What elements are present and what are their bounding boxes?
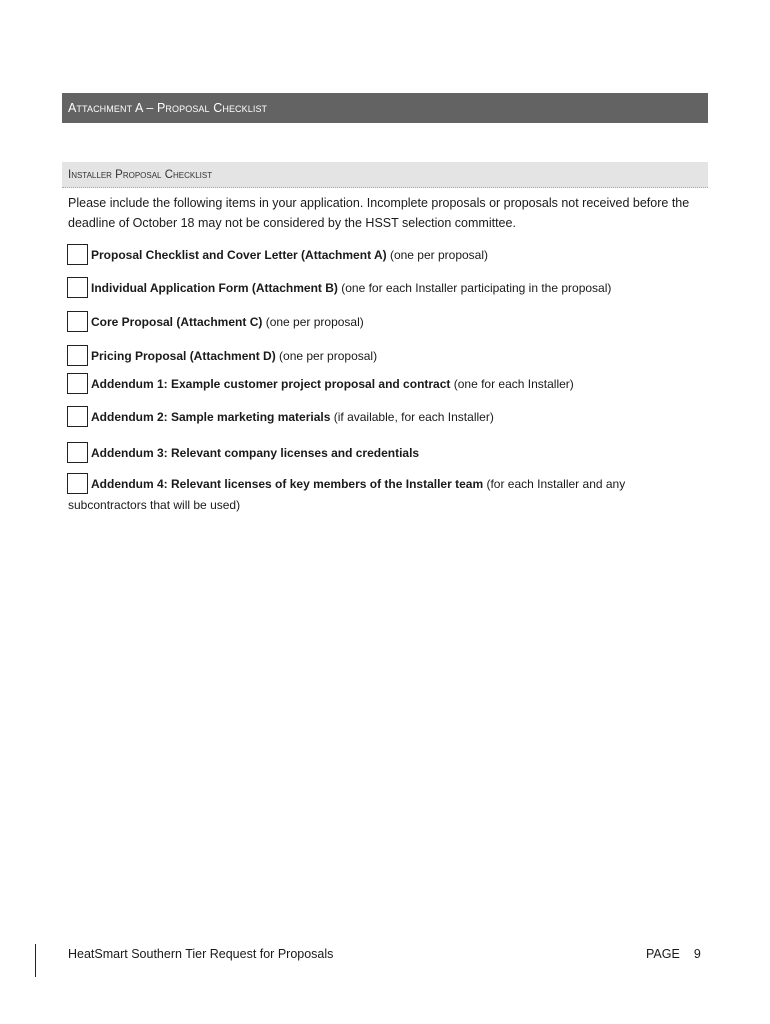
item-bold-text: Proposal Checklist and Cover Letter (Attachment A) — [91, 248, 387, 262]
item-note-text: (one per proposal) — [386, 248, 489, 262]
footer-page-indicator — [646, 946, 701, 962]
attachment-title: Attachment A – Proposal Checklist — [68, 101, 268, 115]
item-note-text: (one for each Installer) — [450, 377, 574, 391]
checkbox-core-proposal[interactable] — [67, 311, 88, 332]
checkbox-addendum-3[interactable] — [67, 442, 88, 463]
checklist-item-label — [91, 278, 611, 298]
checkbox-addendum-1[interactable] — [67, 373, 88, 394]
checkbox-addendum-4[interactable] — [67, 473, 88, 494]
item-bold-text: Pricing Proposal (Attachment D) — [91, 349, 276, 363]
footer-document-title: HeatSmart Southern Tier Request for Proposals — [68, 947, 334, 961]
item-note-text: (for each Installer and any — [483, 477, 626, 491]
checkbox-application-form[interactable] — [67, 277, 88, 298]
item-note-text: (one per proposal) — [262, 315, 364, 329]
item-note-text: (one for each Installer participating in the proposal) — [337, 281, 612, 295]
checkbox-pricing-proposal[interactable] — [67, 345, 88, 366]
checklist-item-label — [91, 407, 494, 427]
item-bold-text: Addendum 1: Example customer project proposal and contract — [91, 377, 451, 391]
attachment-header — [62, 93, 708, 123]
addendum-4-continuation: subcontractors that will be used) — [68, 498, 241, 512]
checklist-item-label — [91, 312, 364, 332]
checkbox-addendum-2[interactable] — [67, 406, 88, 427]
item-bold-text: Individual Application Form (Attachment B) — [91, 281, 338, 295]
item-bold-text: Addendum 3: Relevant company licenses and credentials — [91, 446, 420, 460]
page-number: 9 — [693, 947, 701, 961]
intro-paragraph: Please include the following items in your application. Incomplete proposals or proposals not received before the deadline of October 18 may not be considered by the HSST selection committee. — [68, 196, 690, 230]
item-bold-text: Addendum 4: Relevant licenses of key members of the Installer team — [91, 477, 484, 491]
section-title: Installer Proposal Checklist — [68, 169, 213, 181]
item-bold-text: Addendum 2: Sample marketing materials — [91, 410, 331, 424]
checklist-item-label — [91, 346, 377, 366]
checkbox-proposal-checklist[interactable] — [67, 244, 88, 265]
checklist-item-label — [91, 374, 574, 394]
checklist-item-label — [91, 245, 488, 265]
checklist-item-label — [91, 443, 419, 463]
item-note-text: (one per proposal) — [275, 349, 378, 363]
item-note-text: (if available, for each Installer) — [330, 410, 494, 424]
page-label: PAGE — [646, 947, 680, 961]
footer-rule — [35, 944, 36, 977]
checklist-item-label — [91, 474, 625, 494]
item-bold-text: Core Proposal (Attachment C) — [91, 315, 263, 329]
section-header — [62, 162, 708, 188]
